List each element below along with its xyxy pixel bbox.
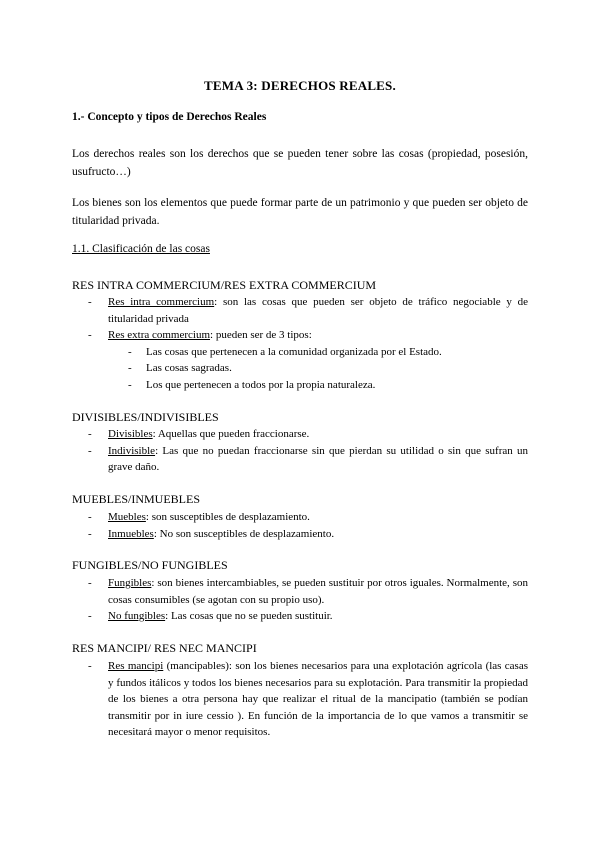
- term: Divisibles: [108, 428, 153, 440]
- bullet-dash: -: [88, 577, 92, 589]
- definition: : son susceptibles de desplazamiento.: [145, 511, 310, 523]
- sublist-item-text: Las cosas que pertenecen a la comunidad organizada por el Estado.: [146, 345, 442, 358]
- list-item: [88, 327, 528, 393]
- definition: : son las cosas que pueden ser objeto de tráfico negociable y de titularidad privada: [108, 296, 528, 325]
- category-heading-commercium: RES INTRA COMMERCIUM/RES EXTRA COMMERCIUM: [72, 278, 377, 292]
- definition: : Aquellas que pueden fraccionarse.: [152, 428, 310, 440]
- term: Muebles: [108, 511, 146, 523]
- list-item: [88, 443, 528, 476]
- term: Inmuebles: [108, 527, 154, 540]
- list-item: [88, 509, 528, 526]
- list-item: [88, 294, 528, 327]
- definition: : pueden ser de 3 tipos:: [210, 329, 312, 341]
- bullet-dash: -: [88, 428, 92, 440]
- term: Res extra commercium: [108, 329, 211, 341]
- list-divisibles: [88, 426, 528, 476]
- sublist-item: [128, 360, 528, 377]
- sublist-item-text: Las cosas sagradas.: [146, 362, 232, 374]
- paragraph-derechos-reales: Los derechos reales son los derechos que se pueden tener sobre las cosas (propiedad, posesión, usufructo…): [72, 148, 528, 178]
- definition: : Las cosas que no se pueden sustituir.: [165, 610, 333, 622]
- list-muebles: [88, 509, 528, 542]
- list-item: [88, 608, 528, 625]
- list-item: [88, 526, 528, 543]
- list-item: [88, 575, 528, 608]
- bullet-dash: -: [88, 660, 92, 672]
- category-heading-muebles: MUEBLES/INMUEBLES: [72, 492, 201, 506]
- sublist-extra-commercium: [128, 344, 528, 394]
- term: Indivisible: [108, 444, 156, 457]
- subsection-heading: 1.1. Clasificación de las cosas: [72, 243, 210, 255]
- definition: : son bienes intercambiables, se pueden sustituir por otros iguales. Normalmente, son cosas consumibles (se agotan con su propio uso).: [108, 577, 528, 606]
- list-item: [88, 658, 528, 741]
- paragraph-bienes: Los bienes son los elementos que puede formar parte de un patrimonio y que pueden ser objeto de titularidad privada.: [72, 197, 528, 227]
- sublist-item: [128, 377, 528, 394]
- definition: : Las que no puedan fraccionarse sin que pierdan su utilidad o sin que sufran un grave daño.: [108, 444, 528, 473]
- term: Fungibles: [108, 577, 152, 589]
- term: No fungibles: [108, 610, 166, 622]
- bullet-dash: -: [88, 527, 92, 540]
- bullet-dash: -: [88, 444, 92, 457]
- category-heading-mancipi: RES MANCIPI/ RES NEC MANCIPI: [72, 641, 257, 655]
- list-commercium: [88, 294, 528, 393]
- term: Res mancipi: [108, 660, 164, 672]
- bullet-dash: -: [88, 610, 92, 622]
- bullet-dash: -: [88, 329, 92, 341]
- list-item: [88, 426, 528, 443]
- list-fungibles: [88, 575, 528, 625]
- definition: : No son susceptibles de desplazamiento.: [153, 527, 335, 540]
- definition: (mancipables): son los bienes necesarios para una explotación agrícola (las casas y fundos itálicos y todos los bienes necesarios para su explotación. Para transmitir la propiedad de los bienes a otra persona hay que realizar el ritual de la mancipatio (también se podían transmitir por in iure cessio ). En función de la importancia de lo que vamos a transmitir se necesitará mayor o menor requisitos.: [108, 660, 529, 738]
- section-heading: 1.- Concepto y tipos de Derechos Reales: [72, 111, 267, 123]
- bullet-dash: -: [88, 296, 92, 308]
- bullet-dash: -: [128, 362, 132, 374]
- document-title: TEMA 3: DERECHOS REALES.: [204, 78, 396, 93]
- sublist-item-text: Los que pertenecen a todos por la propia naturaleza.: [146, 378, 376, 391]
- bullet-dash: -: [128, 345, 132, 358]
- list-mancipi: [88, 658, 528, 741]
- bullet-dash: -: [128, 378, 132, 391]
- term: Res intra commercium: [108, 296, 215, 308]
- category-heading-fungibles: FUNGIBLES/NO FUNGIBLES: [72, 558, 228, 572]
- category-heading-divisibles: DIVISIBLES/INDIVISIBLES: [72, 410, 219, 424]
- bullet-dash: -: [88, 511, 92, 523]
- sublist-item: [128, 344, 528, 361]
